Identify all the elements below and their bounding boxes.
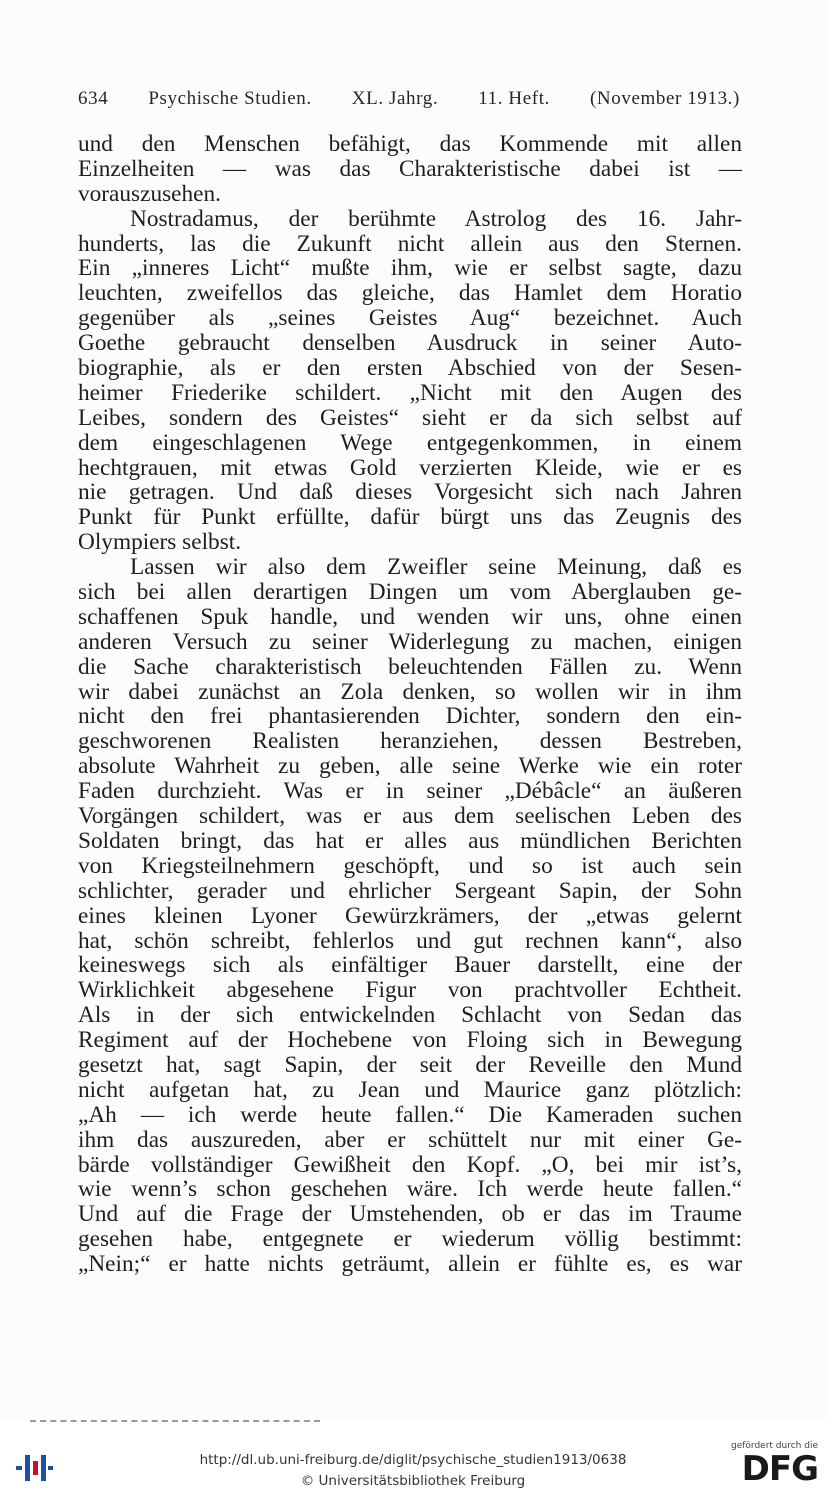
text-line: anderen Versuch zu seiner Widerlegung zu machen, einigen [78, 628, 742, 655]
body-text [78, 132, 742, 1277]
text-line: schlichter, gerader und ehrlicher Sergeant Sapin, der Sohn [78, 877, 742, 904]
viewer-footer [0, 1437, 826, 1499]
text-line: Goethe gebraucht denselben Ausdruck in seiner Auto- [78, 330, 742, 357]
text-line: geschworenen Realisten heranziehen, dessen Bestreben, [78, 728, 742, 755]
text-line: von Kriegsteilnehmern geschöpft, und so ist auch sein [78, 852, 742, 879]
text-line: absolute Wahrheit zu geben, alle seine Werke wie ein roter [78, 753, 742, 780]
text-line: biographie, als er den ersten Abschied von der Sesen- [78, 355, 742, 382]
text-line: sich bei allen derartigen Dingen um vom Aberglauben ge- [78, 579, 742, 606]
running-head [78, 88, 740, 110]
text-line: gesehen habe, entgegnete er wiederum völlig bestimmt: [78, 1226, 742, 1253]
text-line: nicht aufgetan hat, zu Jean und Maurice ganz plötzlich: [78, 1076, 742, 1103]
text-line: Vorgängen schildert, was er aus dem seelischen Leben des [78, 803, 742, 830]
text-line: nie getragen. Und daß dieses Vorgesicht sich nach Jahren [78, 479, 742, 506]
text-line: Einzelheiten — was das Charakteristische dabei ist — [78, 155, 742, 182]
text-line: Faden durchzieht. Was er in seiner „Débâcle“ an äußeren [78, 778, 742, 805]
text-line: Und auf die Frage der Umstehenden, ob er das im Traume [78, 1201, 742, 1228]
text-line: Nostradamus, der berühmte Astrolog des 16. Jahr- [130, 205, 742, 232]
text-line: Olympiers selbst. [78, 529, 242, 556]
dfg-funding-badge [726, 1441, 818, 1495]
text-line: „Nein;“ er hatte nichts geträumt, allein er fühlte es, es war [78, 1251, 742, 1278]
volume-label: XL. Jahrg. [351, 88, 439, 109]
text-line: gegenüber als „seines Geistes Aug“ bezeichnet. Auch [78, 305, 742, 332]
text-line: gesetzt hat, sagt Sapin, der seit der Reveille den Mund [78, 1051, 742, 1078]
page-number: 634 [78, 88, 109, 109]
text-line: wir dabei zunächst an Zola denken, so wollen wir in ihm [78, 678, 742, 705]
text-line: Lassen wir also dem Zweifler seine Meinung, daß es [130, 554, 742, 581]
text-line: heimer Friederike schildert. „Nicht mit den Augen des [78, 379, 742, 406]
text-line: hunderts, las die Zukunft nicht allein aus den Sternen. [78, 230, 742, 257]
text-line: wie wenn’s schon geschehen wäre. Ich werde heute fallen.“ [78, 1176, 742, 1203]
text-line: ihm das auszureden, aber er schüttelt nur mit einer Ge- [78, 1126, 742, 1153]
funding-note: gefördert durch die [731, 1441, 818, 1451]
text-line: Soldaten bringt, das hat er alles aus mündlichen Berichten [78, 827, 742, 854]
text-line: Wirklichkeit abgesehene Figur von prachtvoller Echtheit. [78, 977, 742, 1004]
text-line: hechtgrauen, mit etwas Gold verzierten Kleide, wie er es [78, 454, 742, 481]
dfg-logo: DFG [741, 1449, 818, 1489]
text-line: Ein „inneres Licht“ mußte ihm, wie er selbst sagte, dazu [78, 255, 742, 282]
text-line: hat, schön schreibt, fehlerlos und gut rechnen kann“, also [78, 927, 742, 954]
text-line: und den Menschen befähigt, das Kommende mit allen [78, 131, 742, 157]
journal-title: Psychische Studien. [148, 88, 312, 109]
copyright-notice: © Universitätsbibliothek Freiburg [300, 1473, 526, 1489]
text-line: die Sache charakteristisch beleuchtenden Fällen zu. Wenn [78, 653, 742, 680]
text-line: „Ah — ich werde heute fallen.“ Die Kameraden suchen [78, 1101, 742, 1128]
text-line: vorauszusehen. [78, 180, 221, 207]
text-line: bärde vollständiger Gewißheit den Kopf. „O, bei mir ist’s, [78, 1151, 742, 1178]
issue-date: (November 1913.) [590, 88, 740, 109]
text-line: nicht den frei phantasierenden Dichter, sondern den ein- [78, 703, 742, 730]
text-line: Punkt für Punkt erfüllte, dafür bürgt uns das Zeugnis des [78, 504, 742, 531]
text-line: schaffenen Spuk handle, und wenden wir uns, ohne einen [78, 603, 742, 630]
text-line: Als in der sich entwickelnden Schlacht von Sedan das [78, 1002, 742, 1029]
text-line: Leibes, sondern des Geistes“ sieht er da sich selbst auf [78, 404, 742, 431]
text-line: Regiment auf der Hochebene von Floing sich in Bewegung [78, 1027, 742, 1054]
issue-label: 11. Heft. [478, 88, 550, 109]
text-line: dem eingeschlagenen Wege entgegenkommen, in einem [78, 429, 742, 456]
text-line: keineswegs sich als einfältiger Bauer darstellt, eine der [78, 952, 742, 979]
text-line: leuchten, zweifellos das gleiche, das Hamlet dem Horatio [78, 280, 742, 307]
permalink-url[interactable]: http://dl.ub.uni-freiburg.de/diglit/psychische_studien1913/0638 [199, 1452, 627, 1468]
scan-edge-rule [30, 1420, 320, 1424]
text-line: eines kleinen Lyoner Gewürzkrämers, der „etwas gelernt [78, 902, 742, 929]
